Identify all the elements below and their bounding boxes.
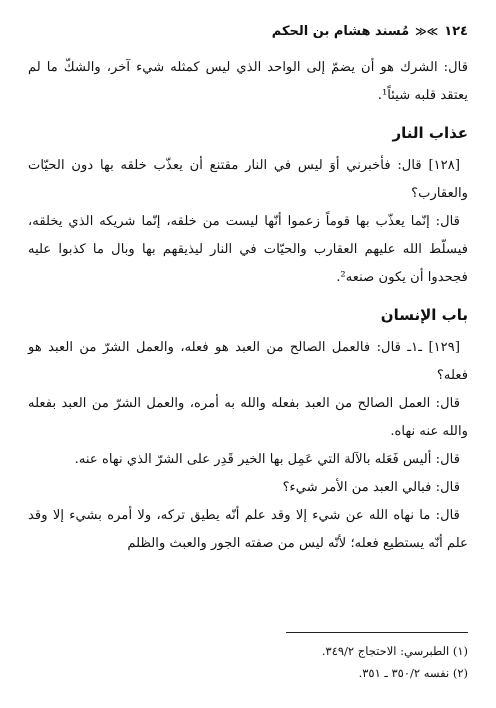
- paragraph: قال: إنّما يعذّب بها قوماً زعموا أنّها ليست من خلقه، إنّما شريكه الذي يخلقه، فيسلّط الله عليهم العقارب والحيّات في النار ليذيقهم بها وبال ما كذبوا عليه فجحدوا أن يكون صنعه².: [28, 214, 468, 285]
- paragraph: [١٢٩] ـ١ـ قال: فالعمل الصالح من العبد هو فعله، والعمل الشرّ من العبد هو فعله؟: [28, 340, 468, 383]
- footnote-separator: [286, 632, 468, 633]
- footnote: (١) الطبرسي: الاحتجاج ٣٤٩/٢.: [321, 644, 468, 658]
- header-ornament: ≫≪: [415, 24, 439, 38]
- section-heading: باب الإنسان: [380, 306, 468, 324]
- paragraph: قال: ما نهاه الله عن شيء إلا وقد علم أنّه يطيق تركه، ولا أمره بشيء إلا وقد علم أنّه يستطيع فعله؛ لأنّه ليس من صفته الجور والعبث والظلم: [28, 508, 468, 551]
- paragraph: قال: أليس فَعَله بالآلة التي عَمِل بها الخير قَدِر على الشرّ الذي نهاه عنه.: [74, 452, 460, 467]
- body-text: [28, 54, 468, 558]
- footnotes: [28, 640, 468, 684]
- running-header: [28, 18, 468, 44]
- footnote: (٢) نفسه ٣٥٠/٢ ـ ٣٥١.: [358, 666, 468, 680]
- paragraph: قال: الشرك هو أن يضمّ إلى الواحد الذي ليس كمثله شيء آخر، والشكّ ما لم يعتقد قلبه شيئاً¹.: [28, 60, 468, 103]
- paragraph: قال: فبالي العبد من الأمر شيء؟: [282, 480, 460, 495]
- header-title: مُسند هشام بن الحكم: [271, 23, 410, 39]
- section-heading: عذاب النار: [392, 124, 468, 142]
- page-number: ١٢٤: [444, 23, 468, 39]
- paragraph: قال: العمل الصالح من العبد بفعله والله به أمره، والعمل الشرّ من العبد بفعله والله عنه نهاه.: [28, 396, 468, 439]
- paragraph: [١٢٨] قال: فأخبرني أوَ ليس في النار مقتنع أن يعذّب خلقه بها دون الحيّات والعقارب؟: [28, 158, 468, 201]
